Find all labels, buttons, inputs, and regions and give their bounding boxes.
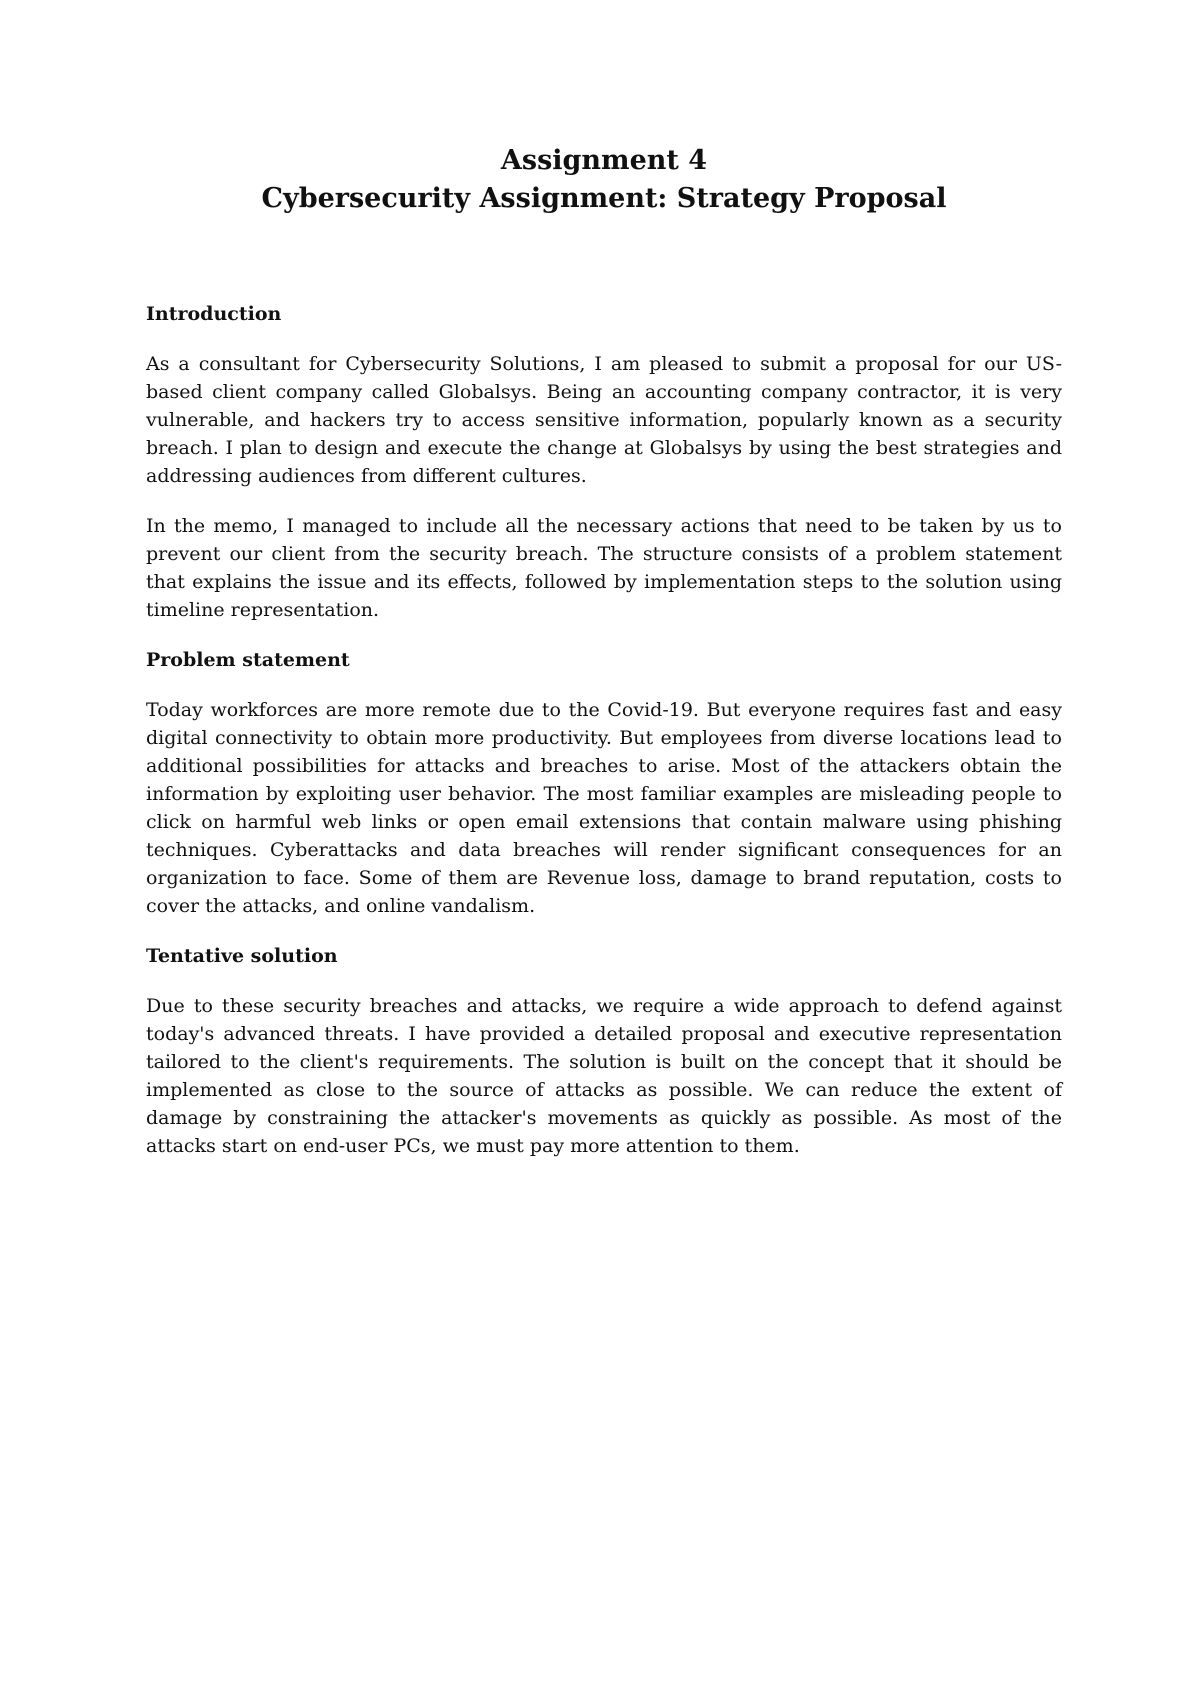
document-title: Assignment 4 [500, 145, 708, 176]
section-heading-problem-statement: Problem statement [146, 649, 350, 671]
introduction-paragraph-2: In the memo, I managed to include all the necessary actions that need to be taken by us to prevent our client from the security breach. The structure consists of a problem statement that explains the issue and its effects, followed by implementation steps to the solution using timeline representation. [146, 515, 1062, 621]
document-subtitle: Cybersecurity Assignment: Strategy Proposal [261, 183, 947, 214]
section-problem-statement [146, 646, 1062, 920]
section-introduction [146, 300, 1062, 624]
section-heading-tentative-solution: Tentative solution [146, 945, 338, 967]
section-tentative-solution [146, 942, 1062, 1160]
section-heading-introduction: Introduction [146, 303, 282, 325]
introduction-paragraph-1: As a consultant for Cybersecurity Solutions, I am pleased to submit a proposal for our US-based client company called Globalsys. Being an accounting company contractor, it is very vulnerable, and hackers try to access sensitive information, popularly known as a security breach. I plan to design and execute the change at Globalsys by using the best strategies and addressing audiences from different cultures. [146, 353, 1062, 487]
title-block [146, 142, 1062, 218]
document-body [146, 300, 1062, 1182]
tentative-solution-paragraph: Due to these security breaches and attacks, we require a wide approach to defend against today's advanced threats. I have provided a detailed proposal and executive representation tailored to the client's requirements. The solution is built on the concept that it should be implemented as close to the source of attacks as possible. We can reduce the extent of damage by constraining the attacker's movements as quickly as possible. As most of the attacks start on end-user PCs, we must pay more attention to them. [146, 995, 1062, 1157]
problem-statement-paragraph: Today workforces are more remote due to the Covid-19. But everyone requires fast and easy digital connectivity to obtain more productivity. But employees from diverse locations lead to additional possibilities for attacks and breaches to arise. Most of the attackers obtain the information by exploiting user behavior. The most familiar examples are misleading people to click on harmful web links or open email extensions that contain malware using phishing techniques. Cyberattacks and data breaches will render significant consequences for an organization to face. Some of them are Revenue loss, damage to brand reputation, costs to cover the attacks, and online vandalism. [146, 699, 1062, 917]
